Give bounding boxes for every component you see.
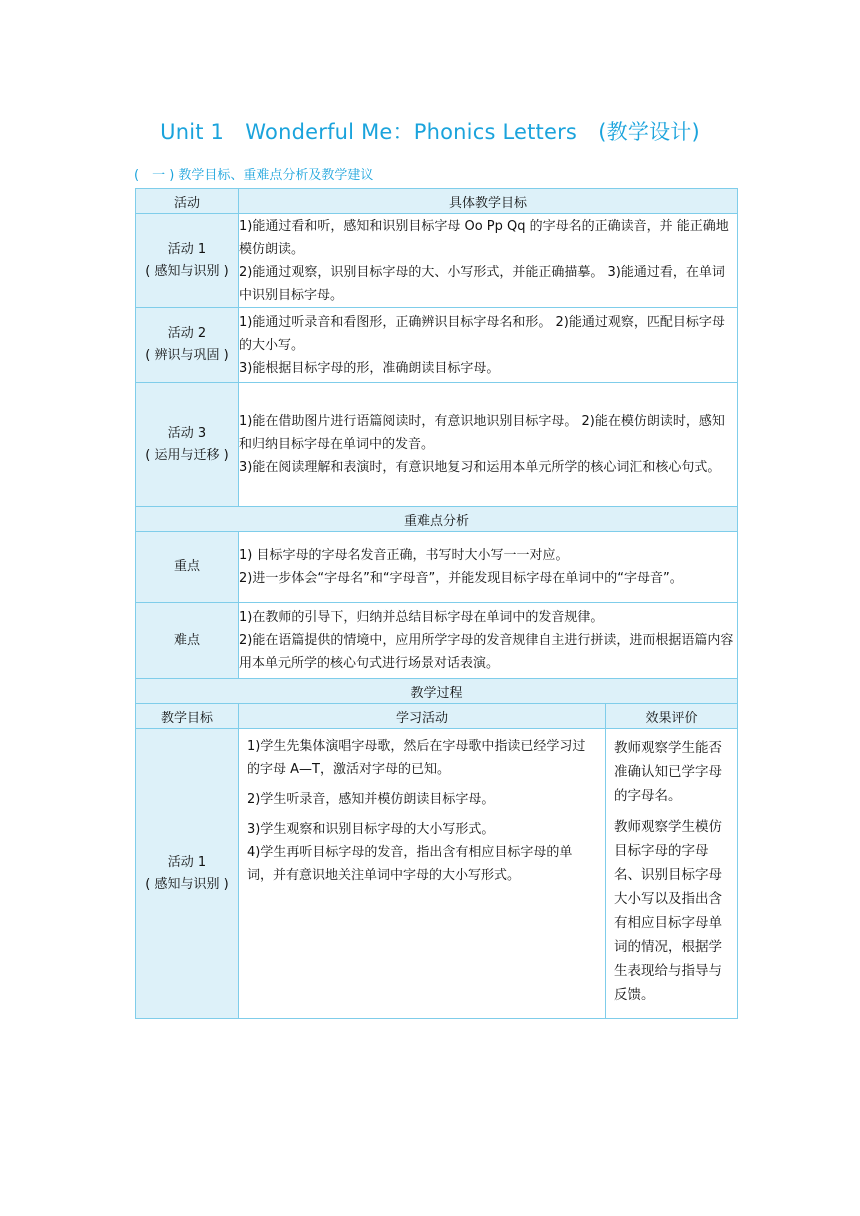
activity-item: 4)学生再听目标字母的发音，指出含有相应目标字母的单词，并有意识地关注单词中字母的大小写形式。 xyxy=(247,845,573,883)
goal-line: 1)能通过听录音和看图形，正确辨识目标字母名和形。 2)能通过观察，匹配目标字母的大小写。 xyxy=(239,314,725,353)
goals-row-content xyxy=(239,383,738,507)
goals-header-row xyxy=(136,189,738,214)
difficulty-row-label: 重点 xyxy=(136,532,239,603)
evaluation-item: 教师观察学生模仿目标字母的字母名、识别目标字母大小写以及指出含有相应目标字母单词的情况，根据学生表现给与指导与反馈。 xyxy=(614,819,722,1003)
process-col-activity: 学习活动 xyxy=(239,704,606,729)
difficulty-row-label: 难点 xyxy=(136,603,239,679)
goals-row xyxy=(136,383,738,507)
goal-line: 1)能通过看和听，感知和识别目标字母 Oo Pp Qq 的字母名的正确读音，并 能正确地模仿朗读。 xyxy=(239,218,729,257)
goals-row-label: 活动 1 ( 感知与识别 ) xyxy=(136,214,239,308)
goals-row-content xyxy=(239,308,738,383)
difficulty-row xyxy=(136,532,738,603)
goals-col-activity: 活动 xyxy=(136,189,239,214)
goals-col-goals: 具体教学目标 xyxy=(239,189,738,214)
difficulty-row xyxy=(136,603,738,679)
process-row-label: 活动 1 ( 感知与识别 ) xyxy=(136,729,239,1019)
activity-item: 1)学生先集体演唱字母歌，然后在字母歌中指读已经学习过的字母 A—T，激活对字母的已知。 xyxy=(247,739,586,777)
evaluation-item: 教师观察学生能否准确认知已学字母的字母名。 xyxy=(614,740,722,804)
teaching-plan-table xyxy=(135,188,738,1019)
process-columns-row xyxy=(136,704,738,729)
process-evaluations xyxy=(606,729,738,1019)
goal-line: 3)能根据目标字母的形，准确朗读目标字母。 xyxy=(239,360,500,376)
process-activities xyxy=(239,729,606,1019)
difficulty-line: 2)能在语篇提供的情境中，应用所学字母的发音规律自主进行拼读，进而根据语篇内容用本单元所学的核心句式进行场景对话表演。 xyxy=(239,633,734,671)
goal-line: 1)能在借助图片进行语篇阅读时，有意识地识别目标字母。 2)能在模仿朗读时，感知和归纳目标字母在单词中的发音。 xyxy=(239,414,725,452)
goals-row xyxy=(136,308,738,383)
goals-row-label: 活动 3 ( 运用与迁移 ) xyxy=(136,383,239,507)
difficulty-header: 重难点分析 xyxy=(136,507,738,532)
process-header-row xyxy=(136,679,738,704)
process-col-goal: 教学目标 xyxy=(136,704,239,729)
goal-line: 3)能在阅读理解和表演时，有意识地复习和运用本单元所学的核心词汇和核心句式。 xyxy=(239,460,721,475)
difficulty-row-content xyxy=(239,603,738,679)
process-header: 教学过程 xyxy=(136,679,738,704)
goal-line: 2)能通过观察，识别目标字母的大、小写形式，并能正确描摹。 3)能通过看，在单词中识别目标字母。 xyxy=(239,264,725,303)
difficulty-line: 2)进一步体会“字母名”和“字母音”，并能发现目标字母在单词中的“字母音”。 xyxy=(239,571,683,586)
process-row xyxy=(136,729,738,1019)
process-col-eval: 效果评价 xyxy=(606,704,738,729)
difficulty-header-row xyxy=(136,507,738,532)
goals-row xyxy=(136,214,738,308)
section-heading: ( 一 ) 教学目标、重难点分析及教学建议 xyxy=(134,168,374,183)
goals-row-label: 活动 2 ( 辨识与巩固 ) xyxy=(136,308,239,383)
goals-row-content xyxy=(239,214,738,308)
activity-item: 2)学生听录音，感知并模仿朗读目标字母。 xyxy=(247,792,495,807)
difficulty-line: 1) 目标字母的字母名发音正确，书写时大小写一一对应。 xyxy=(239,548,569,563)
document-title: Unit 1 Wonderful Me：Phonics Letters (教学设计) xyxy=(160,120,700,144)
difficulty-row-content xyxy=(239,532,738,603)
activity-item: 3)学生观察和识别目标字母的大小写形式。 xyxy=(247,822,495,837)
difficulty-line: 1)在教师的引导下，归纳并总结目标字母在单词中的发音规律。 xyxy=(239,610,604,625)
